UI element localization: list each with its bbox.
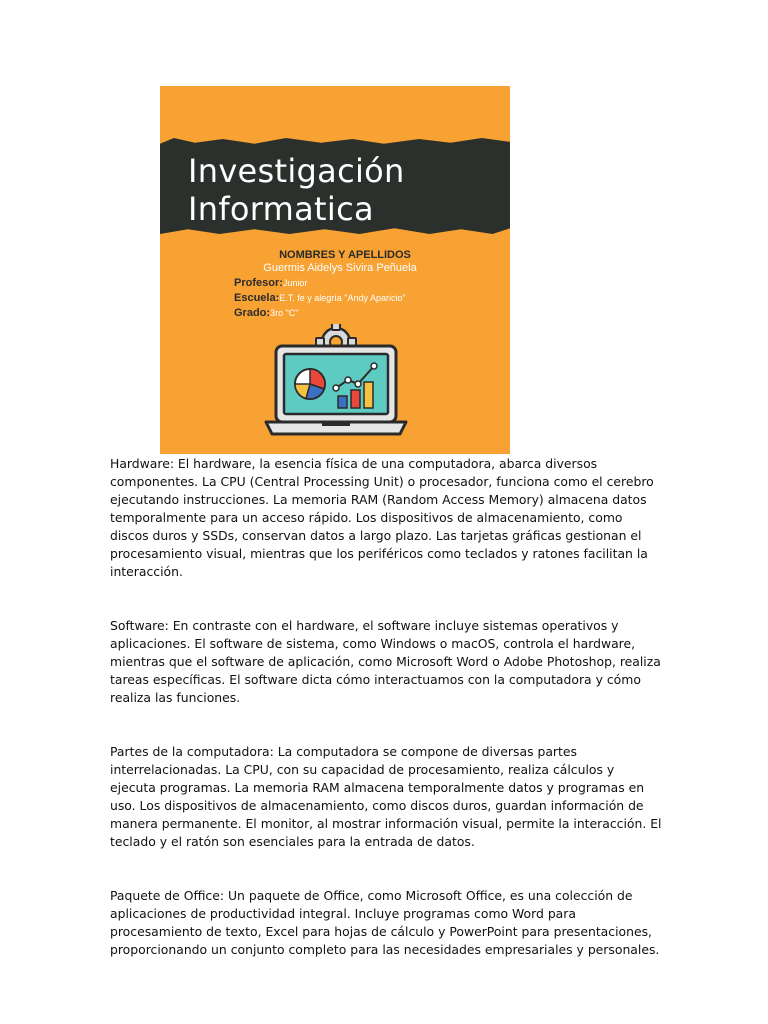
paragraph-hardware: Hardware: El hardware, la esencia física de una computadora, abarca diversos componentes. La CPU (Central Processing Unit) o procesador, funciona como el cerebro ejecutando instrucciones. La memoria RAM (Random Access Memory) almacena datos temporalmente para un acceso rápido. Los dispositivos de almacenamiento, como discos duros y SSDs, conservan datos a largo plazo. Las tarjetas gráficas gestionan el procesamiento visual, mientras que los periféricos como teclados y ratones facilitan la interacción. (110, 456, 654, 579)
paragraph-office: Paquete de Office: Un paquete de Office, como Microsoft Office, es una colección de aplicaciones de productividad integral. Incluye programas como Word para procesamiento de texto, Excel para hojas de cálculo y PowerPoint para presentaciones, proporcionando un conjunto completo para las necesidades empresariales y personales. (110, 888, 660, 957)
cover-title-line2: Informatica (188, 190, 374, 228)
cover-image (160, 86, 510, 454)
names-heading: NOMBRES Y APELLIDOS (279, 249, 411, 261)
paragraph-software: Software: En contraste con el hardware, el software incluye sistemas operativos y aplicaciones. El software de sistema, como Windows o macOS, controla el hardware, mientras que el software de aplicación, como Microsoft Word o Adobe Photoshop, realiza tareas específicas. El software dicta cómo interactuamos con la computadora y cómo realiza las funciones. (110, 618, 661, 705)
cover-info (160, 249, 510, 319)
cover-title (188, 152, 498, 228)
info-label: Profesor: (234, 277, 283, 289)
info-label: Grado: (234, 307, 271, 319)
laptop-analytics-icon (262, 324, 410, 438)
info-value: E.T. fe y alegría "Andy Aparicio" (279, 293, 406, 303)
info-label: Escuela: (234, 292, 280, 304)
info-row-profesor (234, 277, 510, 289)
paragraph-partes: Partes de la computadora: La computadora se compone de diversas partes interrelacionadas. La CPU, con su capacidad de procesamiento, realiza cálculos y ejecuta programas. La memoria RAM almacena temporalmente datos y programas en uso. Los dispositivos de almacenamiento, como discos duros, guardan información de manera permanente. El monitor, al mostrar información visual, permite la interacción. El teclado y el ratón son esenciales para la entrada de datos. (110, 744, 662, 849)
info-row-escuela (234, 292, 510, 304)
student-name: Guermis Aidelys Sivira Peñuela (263, 262, 417, 274)
info-value: 3ro "C" (270, 308, 299, 318)
info-value: Junior (282, 278, 308, 288)
cover-title-line1: Investigación (188, 152, 405, 190)
info-row-grado (234, 307, 510, 319)
document-body (110, 455, 662, 995)
